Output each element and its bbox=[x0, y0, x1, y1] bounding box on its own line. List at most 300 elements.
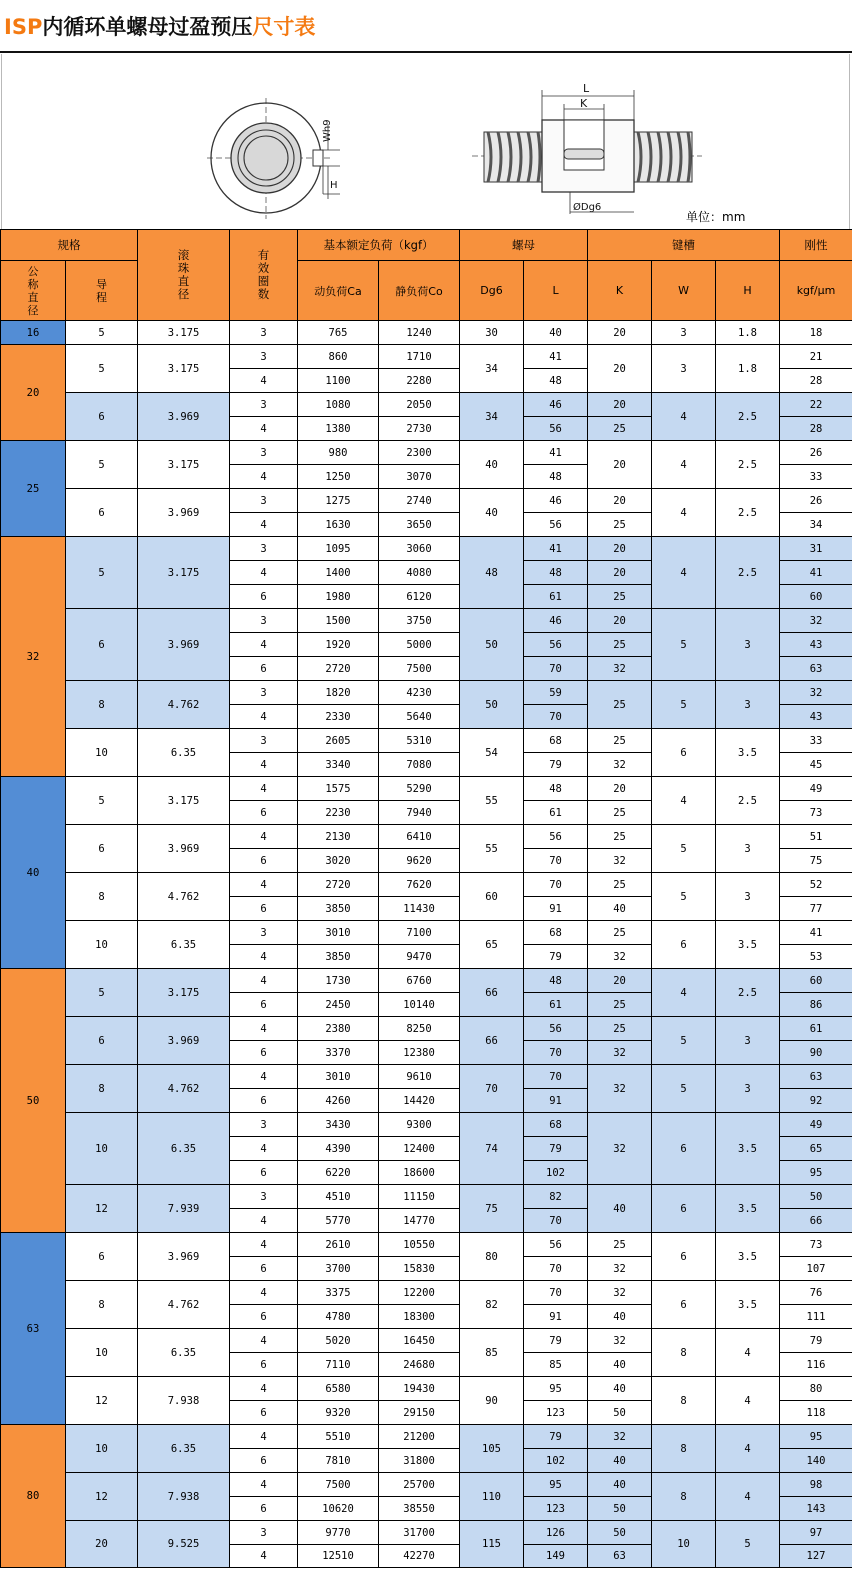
cell-dynamic-load: 3010 bbox=[298, 921, 379, 945]
cell-dg6: 55 bbox=[460, 777, 524, 825]
cell-l: 41 bbox=[524, 441, 588, 465]
cell-static-load: 3750 bbox=[379, 609, 460, 633]
cell-dynamic-load: 3010 bbox=[298, 1065, 379, 1089]
cell-dynamic-load: 4260 bbox=[298, 1089, 379, 1113]
h-dimension-label: H bbox=[330, 180, 338, 191]
cell-l: 70 bbox=[524, 873, 588, 897]
cell-effective-turns: 4 bbox=[230, 1017, 298, 1041]
header-nominal-diameter: 公称直径 bbox=[1, 261, 66, 321]
cell-effective-turns: 6 bbox=[230, 801, 298, 825]
cell-h: 4 bbox=[716, 1377, 780, 1425]
cell-k: 25 bbox=[588, 1233, 652, 1257]
cell-stiffness: 21 bbox=[780, 345, 852, 369]
cell-l: 91 bbox=[524, 1305, 588, 1329]
cell-stiffness: 92 bbox=[780, 1089, 852, 1113]
w-dimension-label: Wh9 bbox=[322, 119, 333, 142]
cell-stiffness: 26 bbox=[780, 489, 852, 513]
cell-w: 3 bbox=[652, 321, 716, 345]
page-title bbox=[4, 10, 315, 44]
cell-dg6: 34 bbox=[460, 345, 524, 393]
cell-lead: 8 bbox=[66, 1065, 138, 1113]
cell-k: 25 bbox=[588, 993, 652, 1017]
cell-h: 3.5 bbox=[716, 1113, 780, 1185]
cell-dynamic-load: 860 bbox=[298, 345, 379, 369]
cell-nominal-diameter: 80 bbox=[1, 1425, 66, 1568]
cell-static-load: 14420 bbox=[379, 1089, 460, 1113]
cell-k: 32 bbox=[588, 1113, 652, 1185]
cell-effective-turns: 4 bbox=[230, 417, 298, 441]
dimension-drawing bbox=[1, 54, 850, 229]
cell-l: 79 bbox=[524, 1329, 588, 1353]
cell-h: 4 bbox=[716, 1473, 780, 1521]
cell-w: 4 bbox=[652, 777, 716, 825]
cell-lead: 10 bbox=[66, 1425, 138, 1473]
cell-dynamic-load: 12510 bbox=[298, 1545, 379, 1568]
cell-effective-turns: 4 bbox=[230, 945, 298, 969]
cell-ball-diameter: 7.938 bbox=[138, 1473, 230, 1521]
cell-dg6: 40 bbox=[460, 441, 524, 489]
cell-dynamic-load: 7500 bbox=[298, 1473, 379, 1497]
cell-dynamic-load: 2230 bbox=[298, 801, 379, 825]
cell-l: 70 bbox=[524, 705, 588, 729]
cell-ball-diameter: 3.175 bbox=[138, 537, 230, 609]
title-suffix: 尺寸表 bbox=[252, 15, 316, 39]
cell-l: 68 bbox=[524, 729, 588, 753]
cell-l: 79 bbox=[524, 753, 588, 777]
cell-w: 6 bbox=[652, 1281, 716, 1329]
cell-ball-diameter: 9.525 bbox=[138, 1521, 230, 1568]
cell-l: 91 bbox=[524, 897, 588, 921]
cell-stiffness: 73 bbox=[780, 1233, 852, 1257]
cell-lead: 5 bbox=[66, 537, 138, 609]
cell-dg6: 34 bbox=[460, 393, 524, 441]
cell-stiffness: 140 bbox=[780, 1449, 852, 1473]
cell-w: 4 bbox=[652, 441, 716, 489]
title-middle: 内循环单螺母过盈预压 bbox=[42, 15, 253, 39]
cell-lead: 5 bbox=[66, 777, 138, 825]
cell-stiffness: 79 bbox=[780, 1329, 852, 1353]
header-keyway: 键槽 bbox=[588, 230, 780, 261]
cell-effective-turns: 4 bbox=[230, 633, 298, 657]
cell-effective-turns: 4 bbox=[230, 825, 298, 849]
cell-effective-turns: 3 bbox=[230, 537, 298, 561]
nut-diagram-svg bbox=[2, 54, 849, 229]
cell-k: 32 bbox=[588, 1329, 652, 1353]
cell-static-load: 6760 bbox=[379, 969, 460, 993]
cell-l: 70 bbox=[524, 657, 588, 681]
cell-dynamic-load: 2380 bbox=[298, 1017, 379, 1041]
cell-lead: 10 bbox=[66, 729, 138, 777]
cell-lead: 10 bbox=[66, 921, 138, 969]
cell-static-load: 4080 bbox=[379, 561, 460, 585]
cell-h: 2.5 bbox=[716, 489, 780, 537]
cell-effective-turns: 6 bbox=[230, 849, 298, 873]
end-view bbox=[207, 98, 340, 219]
cell-k: 20 bbox=[588, 321, 652, 345]
cell-stiffness: 28 bbox=[780, 417, 852, 441]
cell-dynamic-load: 9770 bbox=[298, 1521, 379, 1545]
cell-stiffness: 143 bbox=[780, 1497, 852, 1521]
cell-stiffness: 51 bbox=[780, 825, 852, 849]
cell-l: 126 bbox=[524, 1521, 588, 1545]
cell-stiffness: 61 bbox=[780, 1017, 852, 1041]
cell-dynamic-load: 6220 bbox=[298, 1161, 379, 1185]
cell-dynamic-load: 1250 bbox=[298, 465, 379, 489]
cell-nominal-diameter: 16 bbox=[1, 321, 66, 345]
cell-dynamic-load: 3430 bbox=[298, 1113, 379, 1137]
table-row bbox=[1, 1065, 852, 1089]
cell-h: 4 bbox=[716, 1425, 780, 1473]
cell-w: 10 bbox=[652, 1521, 716, 1568]
header-ball-diameter: 滚珠直径 bbox=[138, 230, 230, 321]
cell-k: 20 bbox=[588, 489, 652, 513]
cell-ball-diameter: 4.762 bbox=[138, 1281, 230, 1329]
cell-static-load: 42270 bbox=[379, 1545, 460, 1568]
cell-h: 3.5 bbox=[716, 1281, 780, 1329]
cell-dynamic-load: 2330 bbox=[298, 705, 379, 729]
cell-ball-diameter: 3.969 bbox=[138, 489, 230, 537]
cell-l: 70 bbox=[524, 1257, 588, 1281]
cell-static-load: 2730 bbox=[379, 417, 460, 441]
cell-h: 3 bbox=[716, 1017, 780, 1065]
cell-l: 68 bbox=[524, 1113, 588, 1137]
cell-effective-turns: 4 bbox=[230, 1209, 298, 1233]
cell-stiffness: 32 bbox=[780, 609, 852, 633]
cell-static-load: 7620 bbox=[379, 873, 460, 897]
cell-ball-diameter: 3.969 bbox=[138, 609, 230, 681]
cell-static-load: 14770 bbox=[379, 1209, 460, 1233]
cell-effective-turns: 6 bbox=[230, 585, 298, 609]
spec-table bbox=[0, 229, 852, 1568]
table-row bbox=[1, 1017, 852, 1041]
cell-k: 20 bbox=[588, 561, 652, 585]
cell-effective-turns: 3 bbox=[230, 441, 298, 465]
table-row bbox=[1, 393, 852, 417]
cell-lead: 20 bbox=[66, 1521, 138, 1568]
cell-stiffness: 60 bbox=[780, 969, 852, 993]
cell-static-load: 3060 bbox=[379, 537, 460, 561]
cell-w: 4 bbox=[652, 969, 716, 1017]
cell-dynamic-load: 1575 bbox=[298, 777, 379, 801]
cell-stiffness: 28 bbox=[780, 369, 852, 393]
cell-dg6: 40 bbox=[460, 489, 524, 537]
cell-static-load: 9610 bbox=[379, 1065, 460, 1089]
cell-k: 40 bbox=[588, 1473, 652, 1497]
cell-ball-diameter: 3.175 bbox=[138, 969, 230, 1017]
header-effective-turns: 有效圈数 bbox=[230, 230, 298, 321]
header-basic-load: 基本额定负荷（kgf） bbox=[298, 230, 460, 261]
cell-static-load: 3070 bbox=[379, 465, 460, 489]
cell-effective-turns: 4 bbox=[230, 1473, 298, 1497]
cell-static-load: 2280 bbox=[379, 369, 460, 393]
cell-stiffness: 118 bbox=[780, 1401, 852, 1425]
cell-dynamic-load: 1080 bbox=[298, 393, 379, 417]
cell-k: 20 bbox=[588, 969, 652, 993]
cell-k: 32 bbox=[588, 1065, 652, 1113]
unit-note: 单位：mm bbox=[686, 210, 746, 224]
cell-dynamic-load: 1920 bbox=[298, 633, 379, 657]
cell-l: 95 bbox=[524, 1377, 588, 1401]
cell-l: 85 bbox=[524, 1353, 588, 1377]
cell-k: 25 bbox=[588, 873, 652, 897]
cell-dynamic-load: 1100 bbox=[298, 369, 379, 393]
cell-w: 6 bbox=[652, 729, 716, 777]
cell-k: 20 bbox=[588, 777, 652, 801]
cell-lead: 10 bbox=[66, 1329, 138, 1377]
cell-k: 40 bbox=[588, 897, 652, 921]
cell-effective-turns: 4 bbox=[230, 873, 298, 897]
cell-ball-diameter: 4.762 bbox=[138, 873, 230, 921]
cell-effective-turns: 4 bbox=[230, 777, 298, 801]
cell-l: 95 bbox=[524, 1473, 588, 1497]
cell-dynamic-load: 2720 bbox=[298, 657, 379, 681]
cell-k: 25 bbox=[588, 1017, 652, 1041]
cell-w: 5 bbox=[652, 609, 716, 681]
table-row bbox=[1, 921, 852, 945]
cell-k: 50 bbox=[588, 1521, 652, 1545]
cell-l: 46 bbox=[524, 393, 588, 417]
cell-stiffness: 50 bbox=[780, 1185, 852, 1209]
header-dg6: Dg6 bbox=[460, 261, 524, 321]
cell-l: 48 bbox=[524, 777, 588, 801]
cell-dynamic-load: 5770 bbox=[298, 1209, 379, 1233]
cell-l: 123 bbox=[524, 1497, 588, 1521]
cell-stiffness: 80 bbox=[780, 1377, 852, 1401]
cell-l: 82 bbox=[524, 1185, 588, 1209]
cell-stiffness: 33 bbox=[780, 729, 852, 753]
cell-l: 70 bbox=[524, 1209, 588, 1233]
cell-effective-turns: 4 bbox=[230, 1281, 298, 1305]
cell-stiffness: 49 bbox=[780, 777, 852, 801]
cell-dynamic-load: 3375 bbox=[298, 1281, 379, 1305]
cell-l: 59 bbox=[524, 681, 588, 705]
cell-dg6: 85 bbox=[460, 1329, 524, 1377]
cell-dg6: 82 bbox=[460, 1281, 524, 1329]
cell-static-load: 4230 bbox=[379, 681, 460, 705]
cell-static-load: 15830 bbox=[379, 1257, 460, 1281]
cell-l: 79 bbox=[524, 945, 588, 969]
cell-w: 5 bbox=[652, 1065, 716, 1113]
cell-stiffness: 127 bbox=[780, 1545, 852, 1568]
cell-effective-turns: 3 bbox=[230, 393, 298, 417]
cell-w: 3 bbox=[652, 345, 716, 393]
cell-stiffness: 18 bbox=[780, 321, 852, 345]
cell-ball-diameter: 3.175 bbox=[138, 345, 230, 393]
cell-static-load: 5290 bbox=[379, 777, 460, 801]
cell-nominal-diameter: 25 bbox=[1, 441, 66, 537]
cell-ball-diameter: 3.969 bbox=[138, 825, 230, 873]
cell-l: 48 bbox=[524, 465, 588, 489]
cell-lead: 8 bbox=[66, 873, 138, 921]
l-dimension-label: L bbox=[583, 82, 590, 95]
cell-stiffness: 116 bbox=[780, 1353, 852, 1377]
title-divider bbox=[0, 51, 852, 53]
header-k: K bbox=[588, 261, 652, 321]
cell-static-load: 5640 bbox=[379, 705, 460, 729]
cell-h: 2.5 bbox=[716, 969, 780, 1017]
cell-ball-diameter: 6.35 bbox=[138, 1329, 230, 1377]
cell-l: 68 bbox=[524, 921, 588, 945]
cell-dynamic-load: 3850 bbox=[298, 897, 379, 921]
cell-dynamic-load: 5020 bbox=[298, 1329, 379, 1353]
cell-ball-diameter: 7.939 bbox=[138, 1185, 230, 1233]
cell-w: 4 bbox=[652, 489, 716, 537]
cell-stiffness: 34 bbox=[780, 513, 852, 537]
cell-static-load: 8250 bbox=[379, 1017, 460, 1041]
cell-dg6: 30 bbox=[460, 321, 524, 345]
cell-w: 8 bbox=[652, 1329, 716, 1377]
cell-dynamic-load: 1630 bbox=[298, 513, 379, 537]
cell-effective-turns: 4 bbox=[230, 1329, 298, 1353]
cell-dg6: 110 bbox=[460, 1473, 524, 1521]
cell-effective-turns: 6 bbox=[230, 657, 298, 681]
header-stiffness: 刚性 bbox=[780, 230, 852, 261]
cell-k: 20 bbox=[588, 393, 652, 417]
cell-stiffness: 111 bbox=[780, 1305, 852, 1329]
cell-k: 20 bbox=[588, 441, 652, 489]
cell-dg6: 74 bbox=[460, 1113, 524, 1185]
cell-dynamic-load: 1980 bbox=[298, 585, 379, 609]
cell-k: 63 bbox=[588, 1545, 652, 1568]
cell-h: 3 bbox=[716, 825, 780, 873]
spec-table-body bbox=[1, 321, 852, 1568]
cell-w: 8 bbox=[652, 1377, 716, 1425]
table-row bbox=[1, 537, 852, 561]
cell-nominal-diameter: 63 bbox=[1, 1233, 66, 1425]
cell-static-load: 6120 bbox=[379, 585, 460, 609]
cell-static-load: 24680 bbox=[379, 1353, 460, 1377]
cell-k: 25 bbox=[588, 729, 652, 753]
cell-w: 6 bbox=[652, 921, 716, 969]
cell-effective-turns: 4 bbox=[230, 753, 298, 777]
cell-w: 5 bbox=[652, 681, 716, 729]
cell-dynamic-load: 1400 bbox=[298, 561, 379, 585]
cell-static-load: 3650 bbox=[379, 513, 460, 537]
cell-k: 25 bbox=[588, 825, 652, 849]
cell-k: 40 bbox=[588, 1353, 652, 1377]
cell-l: 41 bbox=[524, 345, 588, 369]
cell-k: 50 bbox=[588, 1497, 652, 1521]
cell-stiffness: 73 bbox=[780, 801, 852, 825]
k-dimension-label: K bbox=[580, 97, 588, 110]
cell-l: 91 bbox=[524, 1089, 588, 1113]
cell-l: 123 bbox=[524, 1401, 588, 1425]
cell-dg6: 48 bbox=[460, 537, 524, 609]
cell-static-load: 7940 bbox=[379, 801, 460, 825]
cell-l: 70 bbox=[524, 849, 588, 873]
cell-l: 61 bbox=[524, 993, 588, 1017]
cell-k: 20 bbox=[588, 345, 652, 393]
cell-w: 6 bbox=[652, 1113, 716, 1185]
cell-h: 2.5 bbox=[716, 393, 780, 441]
cell-effective-turns: 6 bbox=[230, 897, 298, 921]
cell-l: 48 bbox=[524, 969, 588, 993]
cell-dynamic-load: 2130 bbox=[298, 825, 379, 849]
cell-stiffness: 86 bbox=[780, 993, 852, 1017]
cell-k: 32 bbox=[588, 849, 652, 873]
cell-static-load: 18300 bbox=[379, 1305, 460, 1329]
cell-l: 56 bbox=[524, 417, 588, 441]
cell-effective-turns: 3 bbox=[230, 729, 298, 753]
cell-stiffness: 22 bbox=[780, 393, 852, 417]
cell-static-load: 2740 bbox=[379, 489, 460, 513]
cell-effective-turns: 3 bbox=[230, 609, 298, 633]
header-h: H bbox=[716, 261, 780, 321]
cell-static-load: 5310 bbox=[379, 729, 460, 753]
cell-stiffness: 45 bbox=[780, 753, 852, 777]
cell-ball-diameter: 4.762 bbox=[138, 1065, 230, 1113]
cell-static-load: 2050 bbox=[379, 393, 460, 417]
cell-dynamic-load: 1275 bbox=[298, 489, 379, 513]
cell-lead: 6 bbox=[66, 1233, 138, 1281]
cell-static-load: 10140 bbox=[379, 993, 460, 1017]
cell-effective-turns: 6 bbox=[230, 1449, 298, 1473]
cell-lead: 6 bbox=[66, 489, 138, 537]
cell-lead: 8 bbox=[66, 1281, 138, 1329]
cell-dg6: 105 bbox=[460, 1425, 524, 1473]
cell-l: 48 bbox=[524, 369, 588, 393]
cell-stiffness: 43 bbox=[780, 705, 852, 729]
cell-dynamic-load: 4390 bbox=[298, 1137, 379, 1161]
d-dimension-label: ØDg6 bbox=[573, 202, 602, 213]
cell-l: 48 bbox=[524, 561, 588, 585]
cell-stiffness: 107 bbox=[780, 1257, 852, 1281]
cell-effective-turns: 4 bbox=[230, 369, 298, 393]
cell-static-load: 12380 bbox=[379, 1041, 460, 1065]
cell-l: 70 bbox=[524, 1065, 588, 1089]
header-lead: 导程 bbox=[66, 261, 138, 321]
cell-l: 61 bbox=[524, 585, 588, 609]
cell-effective-turns: 6 bbox=[230, 1089, 298, 1113]
cell-k: 25 bbox=[588, 417, 652, 441]
cell-dynamic-load: 1820 bbox=[298, 681, 379, 705]
cell-effective-turns: 4 bbox=[230, 465, 298, 489]
cell-stiffness: 95 bbox=[780, 1425, 852, 1449]
cell-lead: 12 bbox=[66, 1377, 138, 1425]
cell-ball-diameter: 3.969 bbox=[138, 1233, 230, 1281]
cell-static-load: 9300 bbox=[379, 1113, 460, 1137]
table-row bbox=[1, 681, 852, 705]
cell-k: 32 bbox=[588, 1257, 652, 1281]
cell-k: 32 bbox=[588, 1425, 652, 1449]
table-row bbox=[1, 441, 852, 465]
table-row bbox=[1, 321, 852, 345]
cell-k: 32 bbox=[588, 1281, 652, 1305]
cell-nominal-diameter: 32 bbox=[1, 537, 66, 777]
header-row-2 bbox=[1, 261, 852, 321]
cell-dg6: 80 bbox=[460, 1233, 524, 1281]
cell-static-load: 18600 bbox=[379, 1161, 460, 1185]
cell-dg6: 55 bbox=[460, 825, 524, 873]
cell-h: 2.5 bbox=[716, 777, 780, 825]
cell-static-load: 9620 bbox=[379, 849, 460, 873]
cell-ball-diameter: 6.35 bbox=[138, 921, 230, 969]
cell-dynamic-load: 2610 bbox=[298, 1233, 379, 1257]
cell-dynamic-load: 1095 bbox=[298, 537, 379, 561]
cell-k: 25 bbox=[588, 633, 652, 657]
cell-dynamic-load: 3370 bbox=[298, 1041, 379, 1065]
cell-k: 40 bbox=[588, 1185, 652, 1233]
cell-stiffness: 98 bbox=[780, 1473, 852, 1497]
cell-stiffness: 31 bbox=[780, 537, 852, 561]
cell-stiffness: 60 bbox=[780, 585, 852, 609]
cell-static-load: 16450 bbox=[379, 1329, 460, 1353]
cell-static-load: 12400 bbox=[379, 1137, 460, 1161]
cell-dg6: 115 bbox=[460, 1521, 524, 1568]
title-prefix: ISP bbox=[4, 15, 43, 39]
cell-w: 8 bbox=[652, 1425, 716, 1473]
cell-h: 3 bbox=[716, 873, 780, 921]
